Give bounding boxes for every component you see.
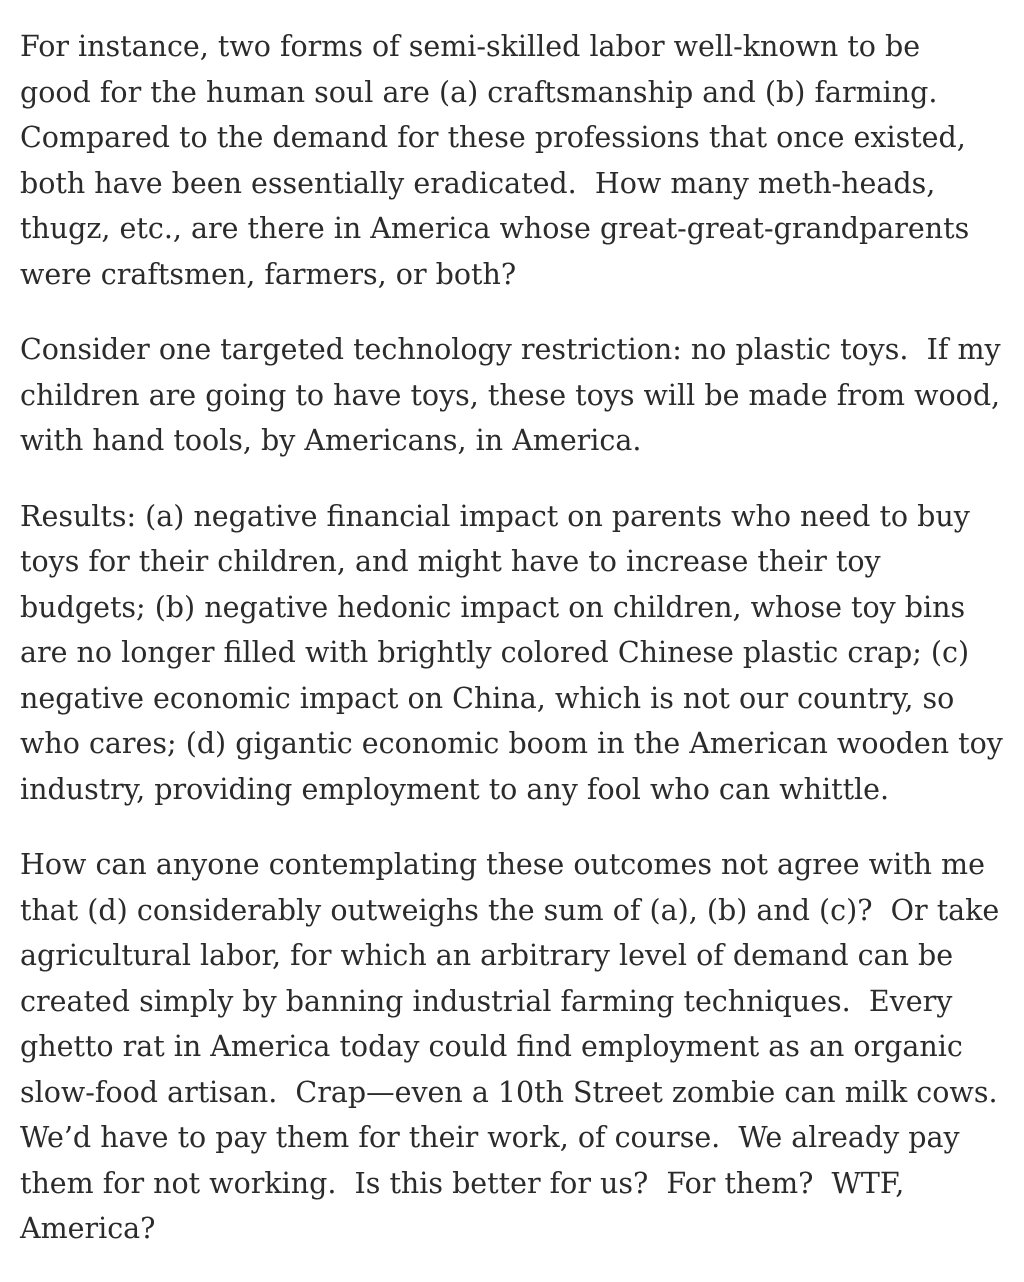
paragraph-craftsmanship-farming bbox=[20, 24, 1010, 297]
text-line: good for the human soul are (a) craftsmanship and (b) farming. bbox=[20, 75, 938, 109]
text-line: America? bbox=[20, 1212, 156, 1245]
text-line: are no longer filled with brightly colored Chinese plastic crap; (c) bbox=[20, 636, 970, 669]
text-line: negative economic impact on China, which is not our country, so bbox=[20, 681, 955, 715]
text-line: agricultural labor, for which an arbitrary level of demand can be bbox=[20, 939, 954, 972]
paragraph-outcomes bbox=[20, 842, 1010, 1252]
text-line: were craftsmen, farmers, or both? bbox=[20, 257, 517, 291]
text-line: that (d) considerably outweighs the sum of (a), (b) and (c)? Or take bbox=[20, 893, 1000, 927]
text-line: thugz, etc., are there in America whose great-great-grandparents bbox=[20, 212, 970, 245]
text-line: who cares; (d) gigantic economic boom in the American wooden toy bbox=[20, 727, 1003, 760]
text-line: toys for their children, and might have to increase their toy bbox=[20, 545, 881, 578]
paragraph-plastic-toys bbox=[20, 327, 1010, 464]
text-line: children are going to have toys, these toys will be made from wood, bbox=[20, 378, 1001, 412]
text-line: We’d have to pay them for their work, of course. We already pay bbox=[20, 1121, 960, 1154]
article-body bbox=[20, 24, 1010, 1282]
text-line: How can anyone contemplating these outcomes not agree with me bbox=[20, 848, 985, 881]
text-line: ghetto rat in America today could find employment as an organic bbox=[20, 1030, 963, 1063]
text-line: created simply by banning industrial farming techniques. Every bbox=[20, 984, 953, 1018]
text-line: industry, providing employment to any fool who can whittle. bbox=[20, 772, 890, 806]
text-line: Compared to the demand for these professions that once existed, bbox=[20, 121, 966, 154]
text-line: them for not working. Is this better for us? For them? WTF, bbox=[20, 1166, 905, 1200]
paragraph-results bbox=[20, 494, 1010, 813]
text-line: Results: (a) negative financial impact on parents who need to buy bbox=[20, 499, 970, 533]
text-line: budgets; (b) negative hedonic impact on children, whose toy bins bbox=[20, 590, 966, 624]
text-line: Consider one targeted technology restriction: no plastic toys. If my bbox=[20, 333, 1001, 366]
text-line: For instance, two forms of semi-skilled labor well-known to be bbox=[20, 30, 921, 63]
text-line: with hand tools, by Americans, in America. bbox=[20, 424, 642, 457]
text-line: both have been essentially eradicated. How many meth-heads, bbox=[20, 166, 936, 200]
text-line: slow-food artisan. Crap—even a 10th Street zombie can milk cows. bbox=[20, 1075, 998, 1109]
